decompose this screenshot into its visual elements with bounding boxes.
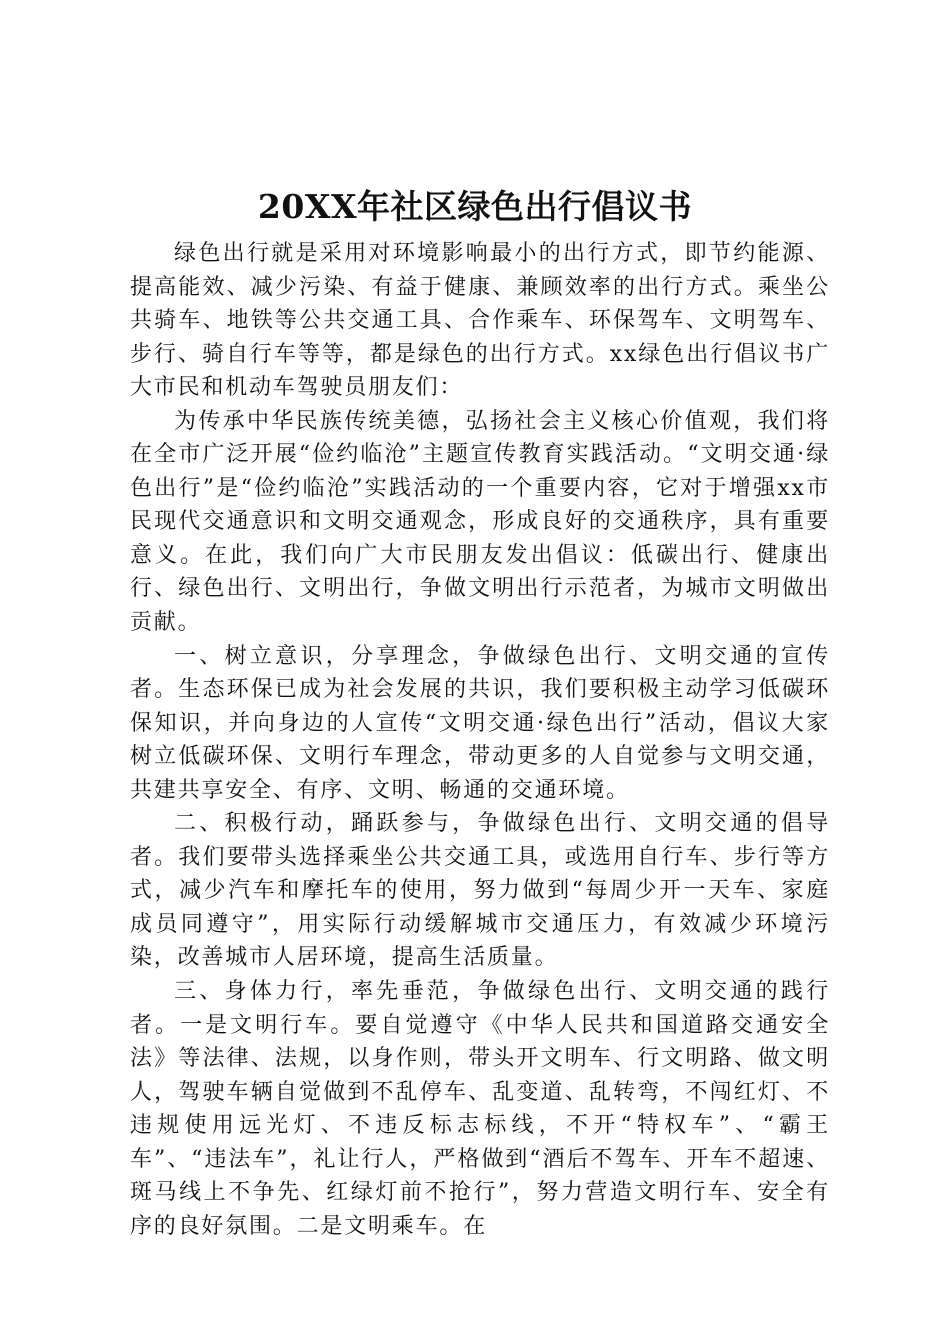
document-title: 20XX年社区绿色出行倡议书: [257, 187, 693, 226]
paragraph-point-two: 二、积极行动，踊跃参与，争做绿色出行、文明交通的倡导者。我们要带头选择乘坐公共交通工具，或选用自行车、步行等方式，减少汽车和摩托车的使用，努力做到“每周少开一天车、家庭成员同遵守”，用实际行动缓解城市交通压力，有效减少环境污染，改善城市人居环境，提高生活质量。: [130, 811, 830, 971]
paragraph-point-one: 一、树立意识，分享理念，争做绿色出行、文明交通的宣传者。生态环保已成为社会发展的共识，我们要积极主动学习低碳环保知识，并向身边的人宣传“文明交通·绿色出行”活动，倡议大家树立低碳环保、文明行车理念，带动更多的人自觉参与文明交通，共建共享安全、有序、文明、畅通的交通环境。: [130, 643, 830, 803]
paragraph-intro: 绿色出行就是采用对环境影响最小的出行方式，即节约能源、提高能效、减少污染、有益于健康、兼顾效率的出行方式。乘坐公共骑车、地铁等公共交通工具、合作乘车、环保驾车、文明驾车、步行、骑自行车等等，都是绿色的出行方式。xx绿色出行倡议书广大市民和机动车驾驶员朋友们：: [130, 241, 830, 401]
paragraph-point-three: 三、身体力行，率先垂范，争做绿色出行、文明交通的践行者。一是文明行车。要自觉遵守《中华人民共和国道路交通安全法》等法律、法规，以身作则，带头开文明车、行文明路、做文明人，驾驶车辆自觉做到不乱停车、乱变道、乱转弯，不闯红灯、不违规使用远光灯、不违反标志标线，不开“特权车”、“霸王车”、“违法车”，礼让行人，严格做到“酒后不驾车、开车不超速、斑马线上不争先、红绿灯前不抢行”，努力营造文明行车、安全有序的良好氛围。二是文明乘车。在: [130, 979, 830, 1239]
paragraph-initiative: 为传承中华民族传统美德，弘扬社会主义核心价值观，我们将在全市广泛开展“俭约临沧”主题宣传教育实践活动。“文明交通·绿色出行”是“俭约临沧”实践活动的一个重要内容，它对于增强xx市民现代交通意识和文明交通观念，形成良好的交通秩序，具有重要意义。在此，我们向广大市民朋友发出倡议：低碳出行、健康出行、绿色出行、文明出行，争做文明出行示范者，为城市文明做出贡献。: [130, 408, 830, 636]
document-body: [130, 237, 830, 1243]
